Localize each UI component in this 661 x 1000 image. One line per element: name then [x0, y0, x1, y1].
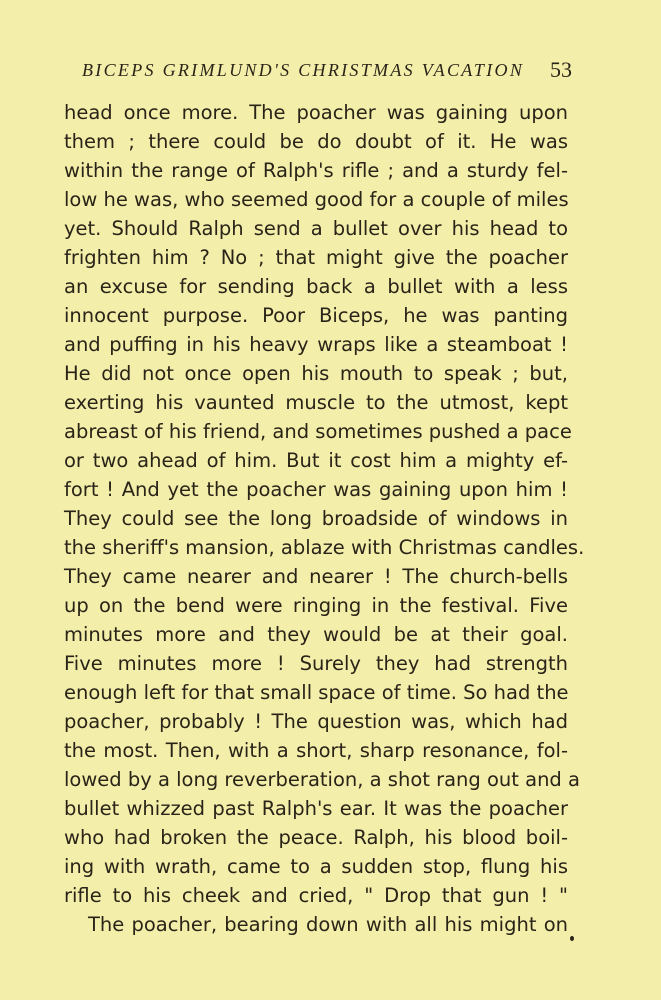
text-line: fort ! And yet the poacher was gaining upon him ! — [64, 478, 568, 501]
page-number: 53 — [550, 57, 572, 82]
text-line: He did not once open his mouth to speak ; but, — [64, 362, 568, 385]
running-title: BICEPS GRIMLUND'S CHRISTMAS VACATION — [82, 60, 525, 80]
text-line: ing with wrath, came to a sudden stop, flung his — [64, 855, 568, 878]
text-line: poacher, probably ! The question was, which had — [64, 710, 568, 733]
text-line: up on the bend were ringing in the festival. Five — [64, 594, 568, 617]
text-line: the sheriff's mansion, ablaze with Christmas candles. — [64, 536, 585, 559]
text-line: head once more. The poacher was gaining upon — [64, 101, 568, 124]
paragraph-start-line: The poacher, bearing down with all his might on — [88, 913, 568, 936]
text-line: frighten him ? No ; that might give the poacher — [64, 246, 568, 269]
text-line: or two ahead of him. But it cost him a mighty ef- — [64, 449, 568, 472]
running-head — [64, 58, 572, 88]
text-line: enough left for that small space of time. So had the — [64, 681, 569, 704]
text-line: yet. Should Ralph send a bullet over his head to — [64, 217, 568, 240]
text-line: innocent purpose. Poor Biceps, he was panting — [64, 304, 568, 327]
text-line: rifle to his cheek and cried, " Drop that gun ! " — [64, 884, 568, 907]
text-line: abreast of his friend, and sometimes pushed a pace — [64, 420, 572, 443]
text-line: They came nearer and nearer ! The church-bells — [64, 565, 568, 588]
printer-mark-dot — [570, 936, 574, 941]
text-line: them ; there could be do doubt of it. He was — [64, 130, 568, 153]
text-line: lowed by a long reverberation, a shot rang out and a — [64, 768, 580, 791]
text-line: an excuse for sending back a bullet with a less — [64, 275, 568, 298]
text-line: the most. Then, with a short, sharp resonance, fol- — [64, 739, 568, 762]
text-line: low he was, who seemed good for a couple of miles — [64, 188, 569, 211]
text-line: bullet whizzed past Ralph's ear. It was the poacher — [64, 797, 568, 820]
text-line: Five minutes more ! Surely they had strength — [64, 652, 568, 675]
body-text — [64, 98, 585, 939]
text-line: within the range of Ralph's rifle ; and a sturdy fel- — [64, 159, 568, 182]
text-line: and puffing in his heavy wraps like a steamboat ! — [64, 333, 568, 356]
text-line: They could see the long broadside of windows in — [64, 507, 568, 530]
text-line: exerting his vaunted muscle to the utmost, kept — [64, 391, 568, 414]
text-line: who had broken the peace. Ralph, his blood boil- — [64, 826, 568, 849]
text-line: minutes more and they would be at their goal. — [64, 623, 568, 646]
